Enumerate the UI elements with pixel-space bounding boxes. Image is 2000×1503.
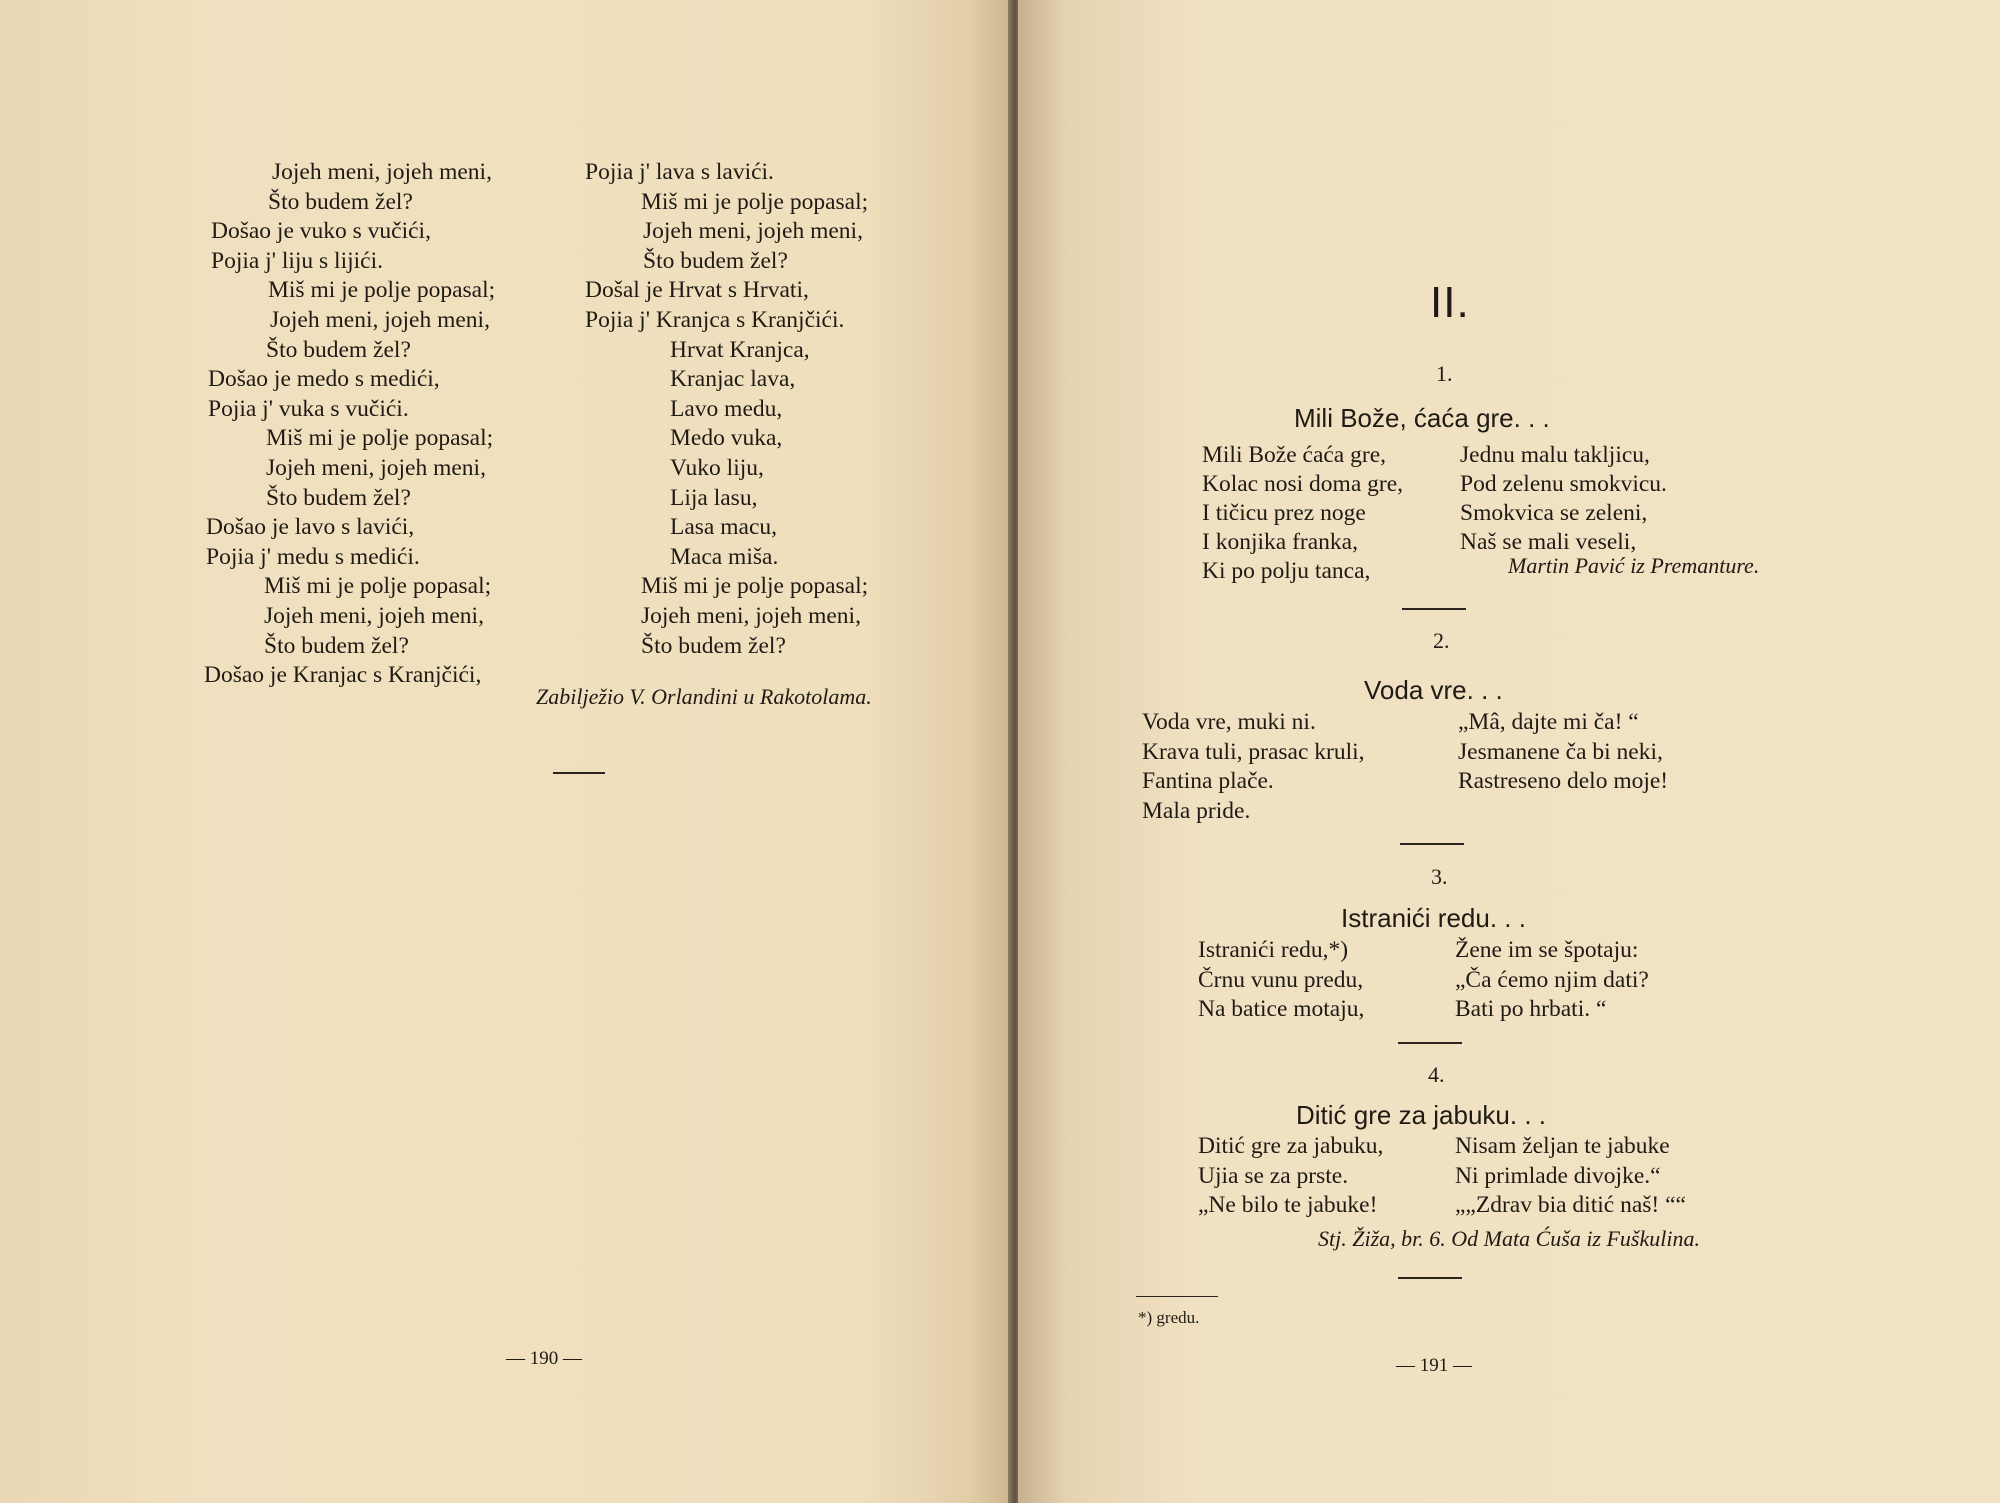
poem-line: Jesmanene ča bi neki, bbox=[1458, 738, 1663, 765]
poem-line: „Mâ, dajte mi ča! “ bbox=[1458, 709, 1639, 735]
song-1-column-1 bbox=[1202, 441, 1403, 586]
poem-line: Lija lasu, bbox=[670, 484, 758, 511]
song-2-column-1 bbox=[1142, 708, 1365, 826]
poem-line: Ditić gre za jabuku, bbox=[1198, 1133, 1384, 1159]
section-heading: II. bbox=[1430, 278, 1470, 327]
poem-line: Jojeh meni, jojeh meni, bbox=[643, 218, 863, 245]
footnote: *) gredu. bbox=[1138, 1308, 1200, 1327]
song-4-column-2 bbox=[1455, 1132, 1686, 1221]
song-number: 3. bbox=[1431, 864, 1448, 889]
song-divider bbox=[1402, 608, 1466, 610]
poem-line: Ni primlade divojke.“ bbox=[1455, 1162, 1661, 1189]
poem-line: Lasa macu, bbox=[670, 514, 778, 541]
song-4-column-1 bbox=[1198, 1132, 1383, 1221]
poem-line: Jojeh meni, jojeh meni, bbox=[266, 454, 486, 481]
right-page bbox=[1018, 0, 2000, 1503]
poem-line: Kranjac lava, bbox=[670, 366, 796, 393]
poem-line: Hrvat Kranjca, bbox=[670, 336, 810, 363]
poem-line: Rastreseno delo moje! bbox=[1458, 768, 1669, 795]
poem-line: I tičicu prez noge bbox=[1202, 500, 1366, 526]
poem-line: Voda vre, muki ni. bbox=[1142, 709, 1316, 735]
poem-line: Smokvica se zeleni, bbox=[1460, 500, 1648, 526]
poem-line: Na batice motaju, bbox=[1198, 996, 1365, 1023]
page-number-left: — 190 — bbox=[506, 1348, 582, 1369]
left-attribution: Zabilježio V. Orlandini u Rakotolama. bbox=[536, 684, 872, 709]
poem-line: I konjika franka, bbox=[1202, 529, 1358, 555]
poem-line: Došal je Hrvat s Hrvati, bbox=[585, 277, 809, 304]
poem-line: Pojia j' lava s lavići. bbox=[585, 159, 774, 185]
song-divider bbox=[1398, 1277, 1462, 1279]
song-4-attribution: Stj. Žiža, br. 6. Od Mata Ćuša iz Fuškulina. bbox=[1318, 1226, 1700, 1251]
song-number: 2. bbox=[1433, 628, 1450, 653]
poem-line: Jojeh meni, jojeh meni, bbox=[272, 159, 492, 185]
poem-line: Što budem žel? bbox=[264, 632, 409, 659]
poem-line: Bati po hrbati. “ bbox=[1455, 996, 1607, 1023]
song-2-column-2 bbox=[1458, 708, 1668, 797]
poem-line: Fantina plače. bbox=[1142, 768, 1274, 795]
poem-line: „„Zdrav bia ditić naš! ““ bbox=[1455, 1192, 1686, 1219]
poem-line: Žene im se špotaju: bbox=[1455, 937, 1639, 963]
footnote-rule bbox=[1136, 1296, 1218, 1297]
song-title: Voda vre. . . bbox=[1364, 675, 1503, 705]
song-title: Ditić gre za jabuku. . . bbox=[1296, 1100, 1546, 1130]
poem-line: Lavo medu, bbox=[670, 395, 783, 422]
poem-line: Jojeh meni, jojeh meni, bbox=[270, 306, 490, 333]
poem-line: Vuko liju, bbox=[670, 454, 764, 481]
song-number: 1. bbox=[1436, 361, 1453, 386]
poem-line: Što budem žel? bbox=[641, 632, 786, 659]
poem-line: Došao je vuko s vučići, bbox=[211, 218, 431, 245]
song-3-column-1 bbox=[1198, 936, 1364, 1025]
poem-line: Došao je lavo s lavići, bbox=[206, 514, 415, 541]
poem-line: Miš mi je polje popasal; bbox=[641, 573, 869, 600]
poem-line: Došao je medo s medići, bbox=[208, 366, 440, 393]
song-divider bbox=[1400, 843, 1464, 845]
poem-line: Pojia j' vuka s vučići. bbox=[208, 395, 409, 422]
page-number-right: — 191 — bbox=[1396, 1355, 1472, 1376]
poem-line: Pojia j' liju s lijići. bbox=[211, 247, 384, 274]
song-title: Istranići redu. . . bbox=[1341, 903, 1526, 933]
song-3-column-2 bbox=[1455, 936, 1649, 1025]
poem-line: Kolac nosi doma gre, bbox=[1202, 471, 1404, 497]
song-1-attribution: Martin Pavić iz Premanture. bbox=[1508, 553, 1760, 578]
poem-line: Što budem žel? bbox=[268, 188, 413, 215]
poem-line: Krava tuli, prasac kruli, bbox=[1142, 738, 1365, 765]
poem-line: Jojeh meni, jojeh meni, bbox=[641, 602, 861, 629]
poem-line: Mili Bože ćaća gre, bbox=[1202, 442, 1386, 468]
poem-line: Što budem žel? bbox=[643, 247, 788, 274]
poem-line: Pojia j' Kranjca s Kranjčići. bbox=[585, 306, 845, 333]
poem-line: „Ča ćemo njim dati? bbox=[1455, 966, 1649, 993]
poem-line: Ki po polju tanca, bbox=[1202, 558, 1371, 584]
poem-line: Istranići redu,*) bbox=[1198, 937, 1349, 963]
poem-line: Što budem žel? bbox=[266, 336, 411, 363]
left-rule bbox=[553, 772, 605, 774]
poem-line: Črnu vunu predu, bbox=[1198, 966, 1364, 993]
poem-line: Pojia j' medu s medići. bbox=[206, 543, 420, 570]
left-poem-column-2 bbox=[0, 158, 1000, 661]
poem-line: Ujia se za prste. bbox=[1198, 1162, 1349, 1189]
poem-line: Miš mi je polje popasal; bbox=[266, 425, 494, 452]
poem-line: Medo vuka, bbox=[670, 425, 783, 452]
poem-line: Maca miša. bbox=[670, 543, 779, 570]
poem-line: Miš mi je polje popasal; bbox=[268, 277, 496, 304]
poem-line: Mala pride. bbox=[1142, 797, 1251, 824]
poem-line: Miš mi je polje popasal; bbox=[264, 573, 492, 600]
poem-line: Došao je Kranjac s Kranjčići, bbox=[204, 662, 482, 689]
poem-line: Naš se mali veseli, bbox=[1460, 529, 1637, 555]
song-1-column-2 bbox=[1460, 441, 1667, 557]
song-title: Mili Bože, ćaća gre. . . bbox=[1294, 403, 1550, 433]
poem-line: Nisam željan te jabuke bbox=[1455, 1133, 1670, 1159]
poem-line: Pod zelenu smokvicu. bbox=[1460, 471, 1667, 497]
song-divider bbox=[1398, 1042, 1462, 1044]
poem-line: Jednu malu takljicu, bbox=[1460, 442, 1650, 468]
poem-line: Jojeh meni, jojeh meni, bbox=[264, 602, 484, 629]
poem-line: Što budem žel? bbox=[266, 484, 411, 511]
song-number: 4. bbox=[1428, 1062, 1445, 1087]
poem-line: „Ne bilo te jabuke! bbox=[1198, 1192, 1378, 1219]
poem-line: Miš mi je polje popasal; bbox=[641, 188, 869, 215]
